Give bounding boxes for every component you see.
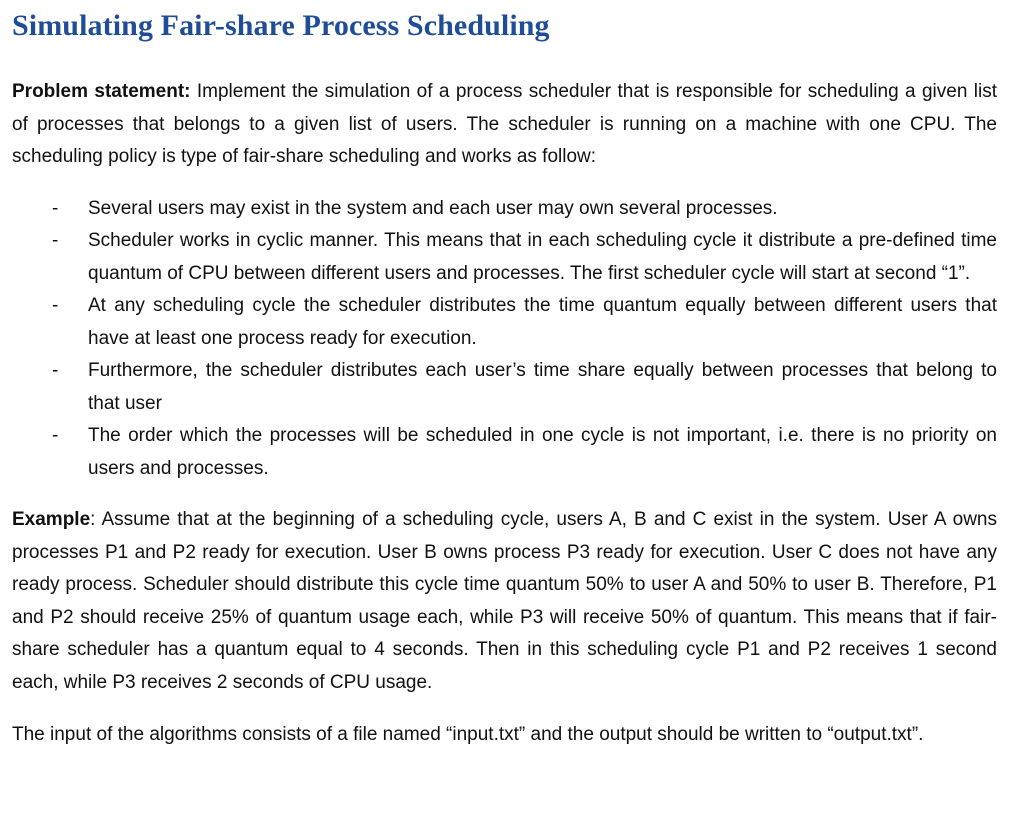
input-output-paragraph: The input of the algorithms consists of a file named “input.txt” and the output should be written to “output.txt”. — [12, 724, 924, 745]
example-text: : Assume that at the beginning of a scheduling cycle, users A, B and C exist in the system. User A owns processes P1 and P2 ready for execution. User B owns process P3 ready for execution. User C does not have any ready process. Scheduler should distribute this cycle time quantum 50% to user A and 50% to user B. Therefore, P1 and P2 should receive 25% of quantum usage each, while P3 will receive 50% of quantum. This means that if fair-share scheduler has a quantum equal to 4 seconds. Then in this scheduling cycle P1 and P2 receives 1 second each, while P3 receives 2 seconds of CPU usage. — [12, 509, 997, 693]
list-item-text: Scheduler works in cyclic manner. This means that in each scheduling cycle it distribute a pre-defined time quantum of CPU between different users and processes. The first scheduler cycle will start at second “1”. — [88, 230, 997, 284]
bullet-dash: - — [52, 197, 59, 219]
problem-statement-label: Problem statement: — [12, 81, 191, 102]
example-paragraph — [12, 504, 997, 699]
list-item-text: Several users may exist in the system and each user may own several processes. — [88, 197, 778, 219]
scheduling-rules-list — [12, 193, 997, 486]
problem-statement-paragraph — [12, 76, 997, 174]
list-item — [12, 420, 997, 485]
list-item — [12, 355, 997, 420]
document-page — [12, 0, 997, 752]
list-item — [12, 193, 997, 226]
bullet-dash: - — [52, 230, 59, 251]
document-title: Simulating Fair-share Process Scheduling — [12, 9, 550, 42]
bullet-dash: - — [52, 360, 59, 381]
bullet-dash: - — [52, 425, 59, 446]
list-item-text: Furthermore, the scheduler distributes each user’s time share equally between processes that belong to that user — [88, 360, 997, 414]
list-item — [12, 290, 997, 355]
list-item-text: The order which the processes will be scheduled in one cycle is not important, i.e. there is no priority on users and processes. — [88, 425, 997, 479]
list-item — [12, 225, 997, 290]
bullet-dash: - — [52, 295, 59, 316]
example-label: Example — [12, 509, 91, 530]
list-item-text: At any scheduling cycle the scheduler distributes the time quantum equally between different users that have at least one process ready for execution. — [88, 295, 997, 349]
problem-statement-text: Implement the simulation of a process scheduler that is responsible for scheduling a given list of processes that belongs to a given list of users. The scheduler is running on a machine with one CPU. The scheduling policy is type of fair-share scheduling and works as follow: — [12, 81, 998, 167]
